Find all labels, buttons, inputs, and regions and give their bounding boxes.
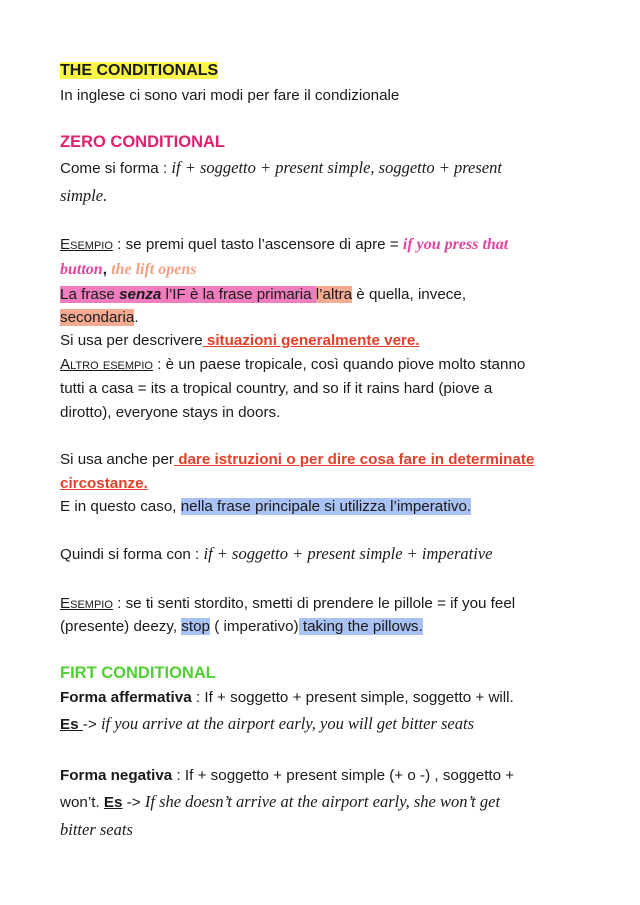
neg-example-2: bitter seats xyxy=(60,820,133,839)
aff-es: Es xyxy=(60,716,83,733)
phrase-dot: . xyxy=(134,309,139,326)
usage-highlight: situazioni generalmente vere. xyxy=(202,332,420,349)
case-line xyxy=(60,498,471,515)
usage2-line-2 xyxy=(60,475,148,492)
example2-line-1 xyxy=(60,595,515,612)
phrase-altra: l’altra xyxy=(315,286,353,303)
example-label: Esempio xyxy=(60,236,113,253)
phrase-line-2 xyxy=(60,309,139,326)
phrase-b: è quella, invece, xyxy=(352,286,467,303)
other-example-line-2: tutti a casa = its a tropical country, and so if it rains hard (piove a xyxy=(60,380,493,397)
example2-stop: stop xyxy=(181,618,210,635)
aff-arrow: -> xyxy=(82,716,101,733)
form2-prefix: Quindi si forma con : xyxy=(60,546,204,563)
neg-line-3 xyxy=(60,820,133,840)
form2-line xyxy=(60,544,492,564)
example2-label: Esempio xyxy=(60,595,113,612)
example-en-3: the lift opens xyxy=(111,261,197,278)
phrase-primary-highlight xyxy=(60,286,316,303)
zero-example-line-1 xyxy=(60,236,508,254)
phrase-a1: La frase xyxy=(60,286,120,303)
usage-line xyxy=(60,332,420,349)
neg-text: : If + soggetto + present simple (+ o -) , soggetto + xyxy=(172,767,515,784)
aff-label: Forma affermativa xyxy=(60,689,192,706)
zero-form-line-2 xyxy=(60,186,107,206)
phrase-secondaria: secondaria xyxy=(60,309,135,326)
other-example-line-3: dirotto), everyone stays in doors. xyxy=(60,404,281,421)
intro-text: In inglese ci sono vari modi per fare il condizionale xyxy=(60,87,400,104)
usage2-line-1 xyxy=(60,451,534,468)
neg-label: Forma negativa xyxy=(60,767,173,784)
case-highlight: nella frase principale si utilizza l’imperativo. xyxy=(180,498,472,515)
usage-prefix: Si usa per descrivere xyxy=(60,332,203,349)
zero-form-formula-2: simple. xyxy=(60,186,108,205)
example2-line-2 xyxy=(60,618,423,635)
phrase-line-1 xyxy=(60,286,466,303)
phrase-a2: l’IF è la frase primaria xyxy=(161,286,316,303)
zero-heading-text: ZERO CONDITIONAL xyxy=(60,133,225,151)
aff-text: : If + soggetto + present simple, soggetto + will. xyxy=(191,689,514,706)
phrase-senza: senza xyxy=(119,286,162,303)
other-example-1: : è un paese tropicale, così quando piove molto stanno xyxy=(153,356,526,373)
zero-conditional-heading xyxy=(60,133,225,152)
usage2-highlight-2: circostanze. xyxy=(60,475,148,492)
case-prefix: E in questo caso, xyxy=(60,498,181,515)
example-en-2: button xyxy=(60,261,103,278)
usage2-highlight-1: dare istruzioni o per dire cosa fare in determinate xyxy=(173,451,535,468)
example-comma: , xyxy=(102,261,112,278)
example2-taking: taking the pillows. xyxy=(298,618,423,635)
zero-form-line-1 xyxy=(60,158,502,178)
neg-arrow: -> xyxy=(122,794,145,811)
neg-example-1: If she doesn’t arrive at the airport early, she won’t get xyxy=(144,792,501,811)
zero-form-formula-1: if + soggetto + present simple, soggetto + present xyxy=(171,158,502,177)
other-example-line-1 xyxy=(60,356,525,373)
example2-text: : se ti senti stordito, smetti di prendere le pillole = if you feel xyxy=(112,595,516,612)
neg-wont: won’t. xyxy=(60,794,104,811)
neg-line-2 xyxy=(60,792,500,812)
example-en-1: if you press that xyxy=(402,236,509,253)
form2-formula: if + soggetto + present simple + imperative xyxy=(203,544,493,563)
usage2-prefix: Si usa anche per xyxy=(60,451,174,468)
page-title-line xyxy=(60,62,218,80)
example2-mid: ( imperativo) xyxy=(210,618,299,635)
first-heading-text: FIRT CONDITIONAL xyxy=(60,664,216,682)
neg-line-1 xyxy=(60,767,514,784)
aff-line xyxy=(60,689,514,706)
neg-es: Es xyxy=(103,794,123,811)
other-example-label: Altro esempio xyxy=(60,356,153,373)
example2-line2-a: (presente) deezy, xyxy=(60,618,182,635)
aff-example-line xyxy=(60,714,474,734)
first-conditional-heading xyxy=(60,664,216,683)
zero-form-prefix: Come si forma : xyxy=(60,160,172,177)
aff-example: if you arrive at the airport early, you will get bitter seats xyxy=(100,714,474,733)
example-text: : se premi quel tasto l’ascensore di apre = xyxy=(112,236,403,253)
zero-example-line-2 xyxy=(60,261,196,279)
page-title: THE CONDITIONALS xyxy=(60,62,219,79)
